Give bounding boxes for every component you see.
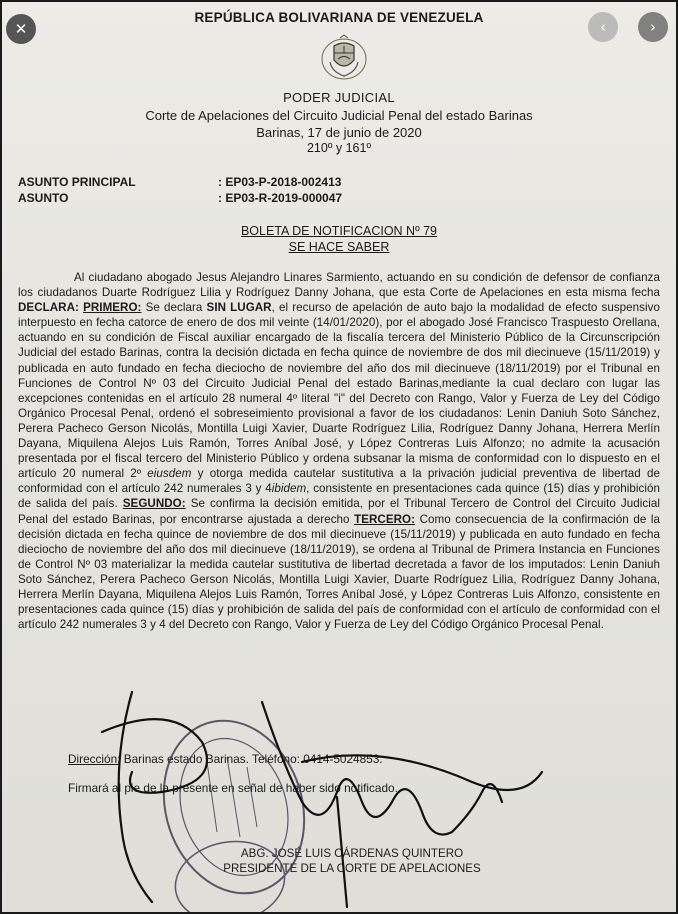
body-text-f: Se confirma la decisión emitida, por el Tribunal Tercero de Control del Circuito Judicial Penal del estado Barinas, por encontrarse ajustada a derecho <box>18 497 660 526</box>
previous-image-button[interactable]: ‹ <box>588 12 618 42</box>
asunto-principal-label: ASUNTO PRINCIPAL <box>18 175 136 189</box>
declara-label: DECLARA: <box>18 301 79 315</box>
next-image-button[interactable]: › <box>638 12 668 42</box>
asunto-row <box>18 191 342 205</box>
document-page <box>2 2 676 912</box>
body-text-e: , consistente en presentaciones cada quince (15) días y prohibición de salida del país. <box>18 482 660 511</box>
body-text-g: Como consecuencia de la confirmación de la decisión dictada en fecha quince de noviembre de dos mil diecinueve (15/11/2019) y publicada en auto fundado en fecha dieciocho de noviembre del año dos mil diecinueve (18/11/2019), se ordena al Tribunal de Primera Instancia en Funciones de Control Nº 03 materializar la medida cautelar sustitutiva de libertad decretada a favor de los imputados: Lenin Daniuh Soto Sánchez, Perera Pacheco Gerson Nicolás, Montilla Luigi Xavier, Duarte Rodríguez Lilia, Rodríguez Danny Johana, Herrera Merlín Dayana, Miquilena Alejos Luis Ramón, Torres Aníbal José, y López Contreras Luis Alfonzo, consistente en presentaciones cada quince (15) días y prohibición de salida del país de conformidad con el artículo de conformidad con el artículo 242 numerales 3 y 4 del Decreto con Rango, Valor y Fuerza de Ley del Código Orgánico Procesal Penal. <box>18 512 660 632</box>
asunto-principal-row <box>18 175 341 189</box>
poder-judicial-heading: PODER JUDICIAL <box>283 90 395 105</box>
boleta-title: BOLETA DE NOTIFICACION Nº 79 <box>240 224 438 238</box>
body-text-a: Al ciudadano abogado Jesus Alejandro Linares Sarmiento, actuando en su condición de defensor de confianza los ciudadanos Duarte Rodríguez Lilia y Rodríguez Danny Johana, que esta Corte de Apelaciones en esta misma fecha <box>18 271 660 300</box>
signatory-name: ABG. JOSÉ LUIS CÁRDENAS QUINTERO <box>240 847 464 860</box>
sin-lugar-label: SIN LUGAR <box>206 301 272 315</box>
ibidem-term: ibidem <box>271 482 307 496</box>
body-text-c: , el recurso de apelación de auto bajo la modalidad de efecto suspensivo interpuesto en fecha catorce de enero de dos mil veinte (14/01/2020), por el abogado José Francisco Traspuesto Orellana, actuando en su condición de Fiscal auxiliar encargado de la fiscalía tercera del Ministerio Público de la Circunscripción Judicial del estado Barinas, contra la decisión dictada en fecha quince de noviembre de dos mil diecinueve (15/11/2019) y publicada en auto fundado en fecha dieciocho de noviembre del año dos mil diecinueve (18/11/2019) por el Tribunal en Funciones de Control Nº 03 del Circuito Judicial Penal del estado Barinas,mediante la cual declaro con lugar las excepciones contenidas en el artículo 28 numeral 4º literal "i" del Decreto con Rango, Valor y Fuerza de Ley del Código Orgánico Procesal Penal, ordenó el sobreseimiento provisional a favor de los ciudadanos: Lenin Daniuh Soto Sánchez, Perera Pacheco Gerson Nicolás, Montilla Luigi Xavier, Duarte Rodríguez Lilia, Rodríguez Danny Johana, Herrera Merlín Dayana, Miquilena Alejos Luis Ramón, Torres Aníbal José, y López Contreras Luis Alfonzo; no admite la acusación presentada por el fiscal tercero del Ministerio Público y ordena subsanar la misma de conformidad con lo dispuesto en el artículo 20 numeral 2º <box>18 301 660 481</box>
eiusdem-term: eiusdem <box>147 467 192 481</box>
asunto-principal-value: : EP03-P-2018-002413 <box>218 175 342 189</box>
official-stamp <box>142 702 326 912</box>
document-date: Barinas, 17 de junio de 2020 <box>256 125 422 140</box>
coat-of-arms-icon <box>320 32 368 82</box>
court-name: Corte de Apelaciones del Circuito Judicial Penal del estado Barinas <box>145 108 533 123</box>
close-icon[interactable]: ✕ <box>6 14 36 44</box>
signatory-title: PRESIDENTE DE LA CORTE DE APELACIONES <box>223 862 481 875</box>
signature-instruction: Firmará al pie de la presente en señal de haber sido notificado. <box>68 781 398 795</box>
body-text-b: Se declara <box>141 301 207 315</box>
address-value: Barinas estado Barinas. Teléfono: 0414-5024853. <box>120 752 383 766</box>
asunto-value: : EP03-R-2019-000047 <box>218 191 343 205</box>
address-label: Dirección: <box>68 752 121 766</box>
notification-body <box>18 270 660 632</box>
address-line <box>68 752 383 766</box>
republica-heading: REPÚBLICA BOLIVARIANA DE VENEZUELA <box>194 10 484 25</box>
body-paragraph <box>18 270 660 632</box>
primero-label: PRIMERO: <box>83 301 142 315</box>
se-hace-saber: SE HACE SABER <box>288 240 390 254</box>
years-line: 210º y 161º <box>306 141 372 155</box>
body-text-d: y otorga medida cautelar sustitutiva a la privación judicial preventiva de libertad de conformidad con el artículo 242 numerales 3 y 4 <box>18 467 660 496</box>
segundo-label: SEGUNDO: <box>122 497 186 511</box>
tercero-label: TERCERO: <box>354 512 416 526</box>
asunto-label: ASUNTO <box>18 191 69 205</box>
